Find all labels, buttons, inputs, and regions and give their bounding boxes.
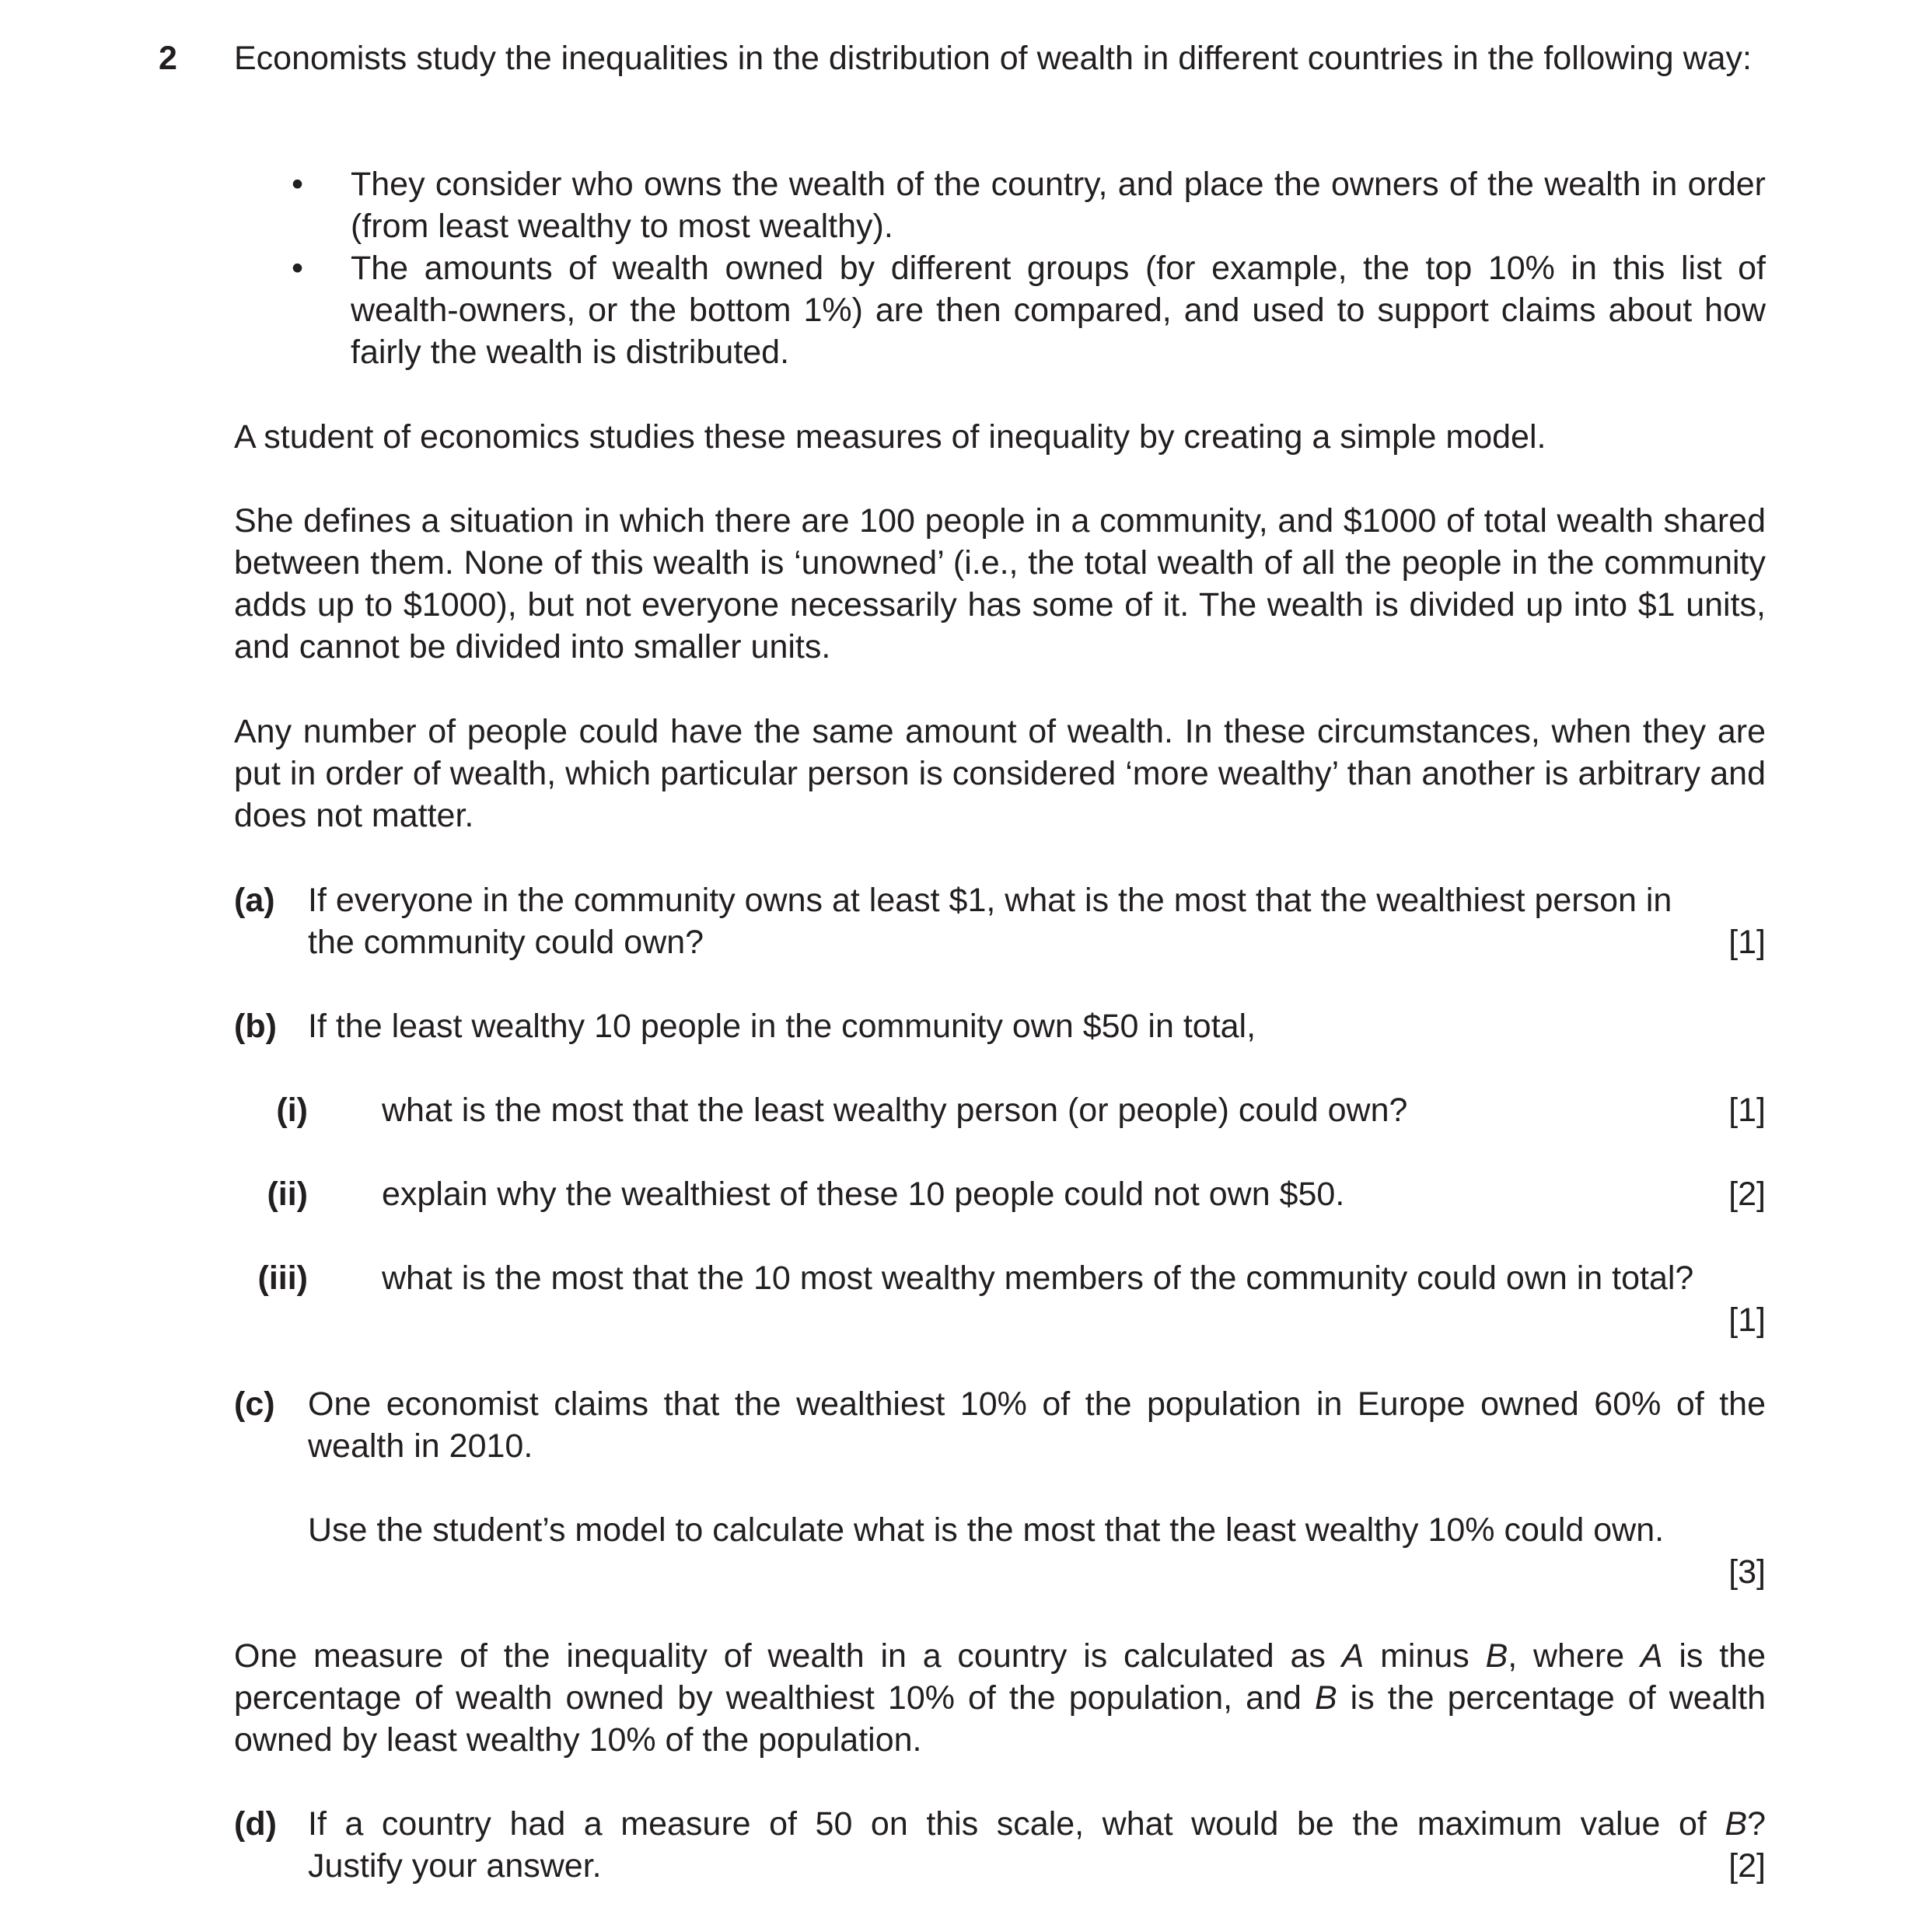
paragraph-ordering: Any number of people could have the same amount of wealth. In these circumstances, when they are put in order of wealth, which particular person is considered ‘more wealthy’ than another is arbitrary and does not matter.: [234, 713, 1766, 834]
part-b-iii-marks: [1]: [1728, 1301, 1766, 1339]
part-b-text: If the least wealthy 10 people in the community own $50 in total,: [308, 1008, 1256, 1045]
part-c-label: (c): [234, 1385, 275, 1423]
part-b-i: [234, 1089, 1766, 1131]
bullet-item-1: [234, 163, 1766, 247]
part-a-label: (a): [234, 882, 275, 919]
part-d: [234, 1803, 1766, 1887]
part-c-marks: [3]: [1728, 1553, 1766, 1591]
bullet-item-2: [234, 247, 1766, 373]
part-a-marks: [1]: [1728, 924, 1766, 961]
question-number: 2: [159, 40, 177, 77]
part-b-iii-text: what is the most that the 10 most wealthy members of the community could own in total?: [382, 1259, 1694, 1297]
part-b-i-text: what is the most that the least wealthy person (or people) could own?: [382, 1092, 1408, 1129]
bullet-text-1: They consider who owns the wealth of the country, and place the owners of the wealth in order (from least wealthy to most wealthy).: [351, 166, 1766, 245]
part-b-ii-text: explain why the wealthiest of these 10 people could not own $50.: [382, 1176, 1345, 1213]
part-b-ii-marks: [2]: [1728, 1176, 1766, 1213]
bullet-text-2: The amounts of wealth owned by different groups (for example, the top 10% in this list of wealth-owners, or the bottom 1%) are then compared, and used to support claims about how fairly the wealth is distributed.: [351, 250, 1766, 371]
part-d-marks: [2]: [1728, 1847, 1766, 1885]
part-c: [234, 1383, 1766, 1593]
variable-b: B: [1485, 1637, 1508, 1675]
part-c-text2: Use the student’s model to calculate what is the most that the least wealthy 10% could own.: [308, 1511, 1665, 1549]
part-b-iii: [234, 1257, 1766, 1341]
part-a-line1: If everyone in the community owns at least $1, what is the most that the wealthiest person in: [308, 882, 1672, 919]
part-b-i-label: (i): [276, 1092, 308, 1129]
part-b-label: (b): [234, 1008, 277, 1045]
bullet-icon: •: [292, 166, 304, 203]
bullet-list: [234, 163, 1766, 373]
paragraph-student-model: A student of economics studies these measures of inequality by creating a simple model.: [234, 418, 1546, 456]
paragraph-inequality-measure: One measure of the inequality of wealth in a country is calculated as A minus B, where A is the percentage of wealth owned by wealthiest 10% of the population, and B is the percentage of wealth owned by least wealthy 10% of the population.: [234, 1637, 1766, 1759]
bullet-icon: •: [292, 250, 304, 287]
part-b-ii: [234, 1173, 1766, 1215]
part-d-line2: Justify your answer.: [308, 1847, 602, 1885]
part-a: [234, 879, 1766, 963]
part-b: [234, 1005, 1766, 1047]
paragraph-definition: She defines a situation in which there are 100 people in a community, and $1000 of total wealth shared between them. None of this wealth is ‘unowned’ (i.e., the total wealth of all the people in the community adds up to $1000), but not everyone necessarily has some of it. The wealth is divided up into $1 units, and cannot be divided into smaller units.: [234, 502, 1766, 666]
intro-paragraph: Economists study the inequalities in the distribution of wealth in different countries in the following way:: [234, 40, 1753, 77]
part-b-ii-label: (ii): [267, 1176, 308, 1213]
part-c-text: One economist claims that the wealthiest 10% of the population in Europe owned 60% of the wealth in 2010.: [308, 1385, 1766, 1465]
part-b-iii-label: (iii): [257, 1259, 308, 1297]
variable-a: A: [1341, 1637, 1365, 1675]
part-d-line1: If a country had a measure of 50 on this scale, what would be the maximum value of B?: [308, 1805, 1766, 1843]
part-d-label: (d): [234, 1805, 277, 1843]
part-b-i-marks: [1]: [1728, 1092, 1766, 1129]
part-a-line2: the community could own?: [308, 924, 704, 961]
